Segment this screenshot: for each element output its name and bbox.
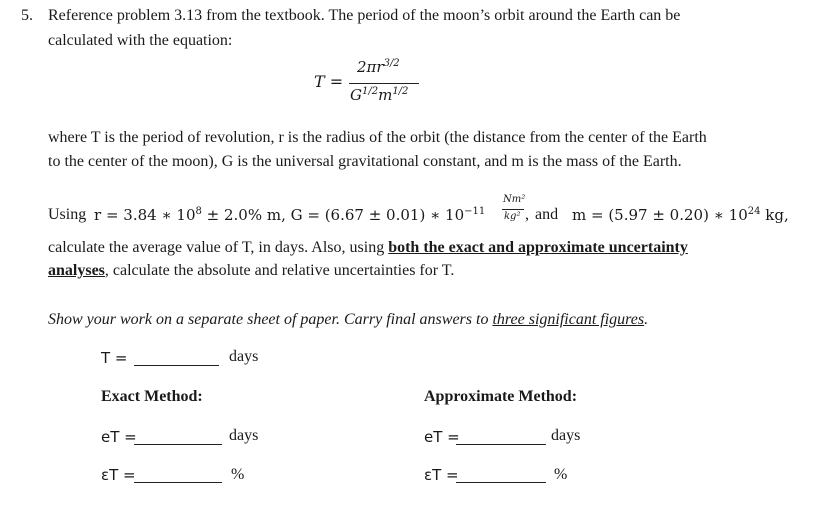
exact-epsT-unit: % [231, 466, 245, 483]
G-unit-denominator: kg² [504, 211, 521, 222]
comma: , [525, 206, 529, 223]
exact-epsT-label: εT = [101, 466, 136, 484]
approx-method-heading: Approximate Method: [424, 388, 578, 405]
approx-epsT-unit: % [554, 466, 568, 483]
exact-epsT-field[interactable] [134, 468, 222, 488]
equation-numerator: $2\pi r^{3/2}$ [357, 58, 400, 76]
T-label: T = [101, 349, 128, 367]
approx-eT-field[interactable] [456, 430, 546, 450]
problem-number: 5. [21, 7, 33, 24]
sig-figs: three significant figures [492, 311, 645, 328]
task-line-1: calculate the average value of T, in days. Also, using both the exact and approximate uncertainty [48, 239, 688, 256]
T-unit: days [229, 348, 259, 365]
task-line-2: analyses, calculate the absolute and relative uncertainties for T. [48, 262, 455, 279]
equation-denominator: $G^{1/2}m^{1/2}$ [350, 86, 409, 104]
definitions-line-2: to the center of the moon), G is the universal gravitational constant, and m is the mass of the Earth. [48, 153, 682, 170]
given-values: Using [48, 206, 87, 223]
approx-eT-unit: days [551, 427, 581, 444]
and-word: and [535, 206, 559, 223]
fraction-bar [349, 83, 419, 84]
intro-line-2: calculated with the equation: [48, 32, 233, 49]
exact-eT-unit: days [229, 427, 259, 444]
G-unit-numerator: Nm² [503, 194, 526, 205]
emphasis-uncertainty: both the exact and approximate uncertainty [388, 239, 688, 256]
T-answer-field[interactable] [134, 351, 219, 371]
approx-epsT-field[interactable] [456, 468, 546, 488]
exact-eT-label: eT = [101, 428, 137, 446]
instructions: Show your work on a separate sheet of paper. Carry final answers to three significant figures. [48, 311, 649, 328]
approx-eT-label: eT = [424, 428, 460, 446]
approx-epsT-label: εT = [424, 466, 459, 484]
G-unit-bar [502, 209, 524, 210]
equation-lhs: T = [314, 72, 344, 91]
exact-method-heading: Exact Method: [101, 388, 203, 405]
intro-line-1: Reference problem 3.13 from the textbook. The period of the moon’s orbit around the Earth can be [48, 7, 681, 24]
definitions-line-1: where T is the period of revolution, r is the radius of the orbit (the distance from the center of the Earth [48, 129, 707, 146]
r-and-G-expression: r = 3.84 ∗ $10^8 \pm 2.0\%$ m, G = (6.67 ± 0.01) ∗ $10^{-11}$ [94, 206, 486, 224]
emphasis-analyses: analyses [48, 262, 105, 279]
m-expression: m = (5.97 ± 0.20) ∗ $10^{24}$ kg, [572, 206, 789, 224]
exact-eT-field[interactable] [134, 430, 222, 450]
